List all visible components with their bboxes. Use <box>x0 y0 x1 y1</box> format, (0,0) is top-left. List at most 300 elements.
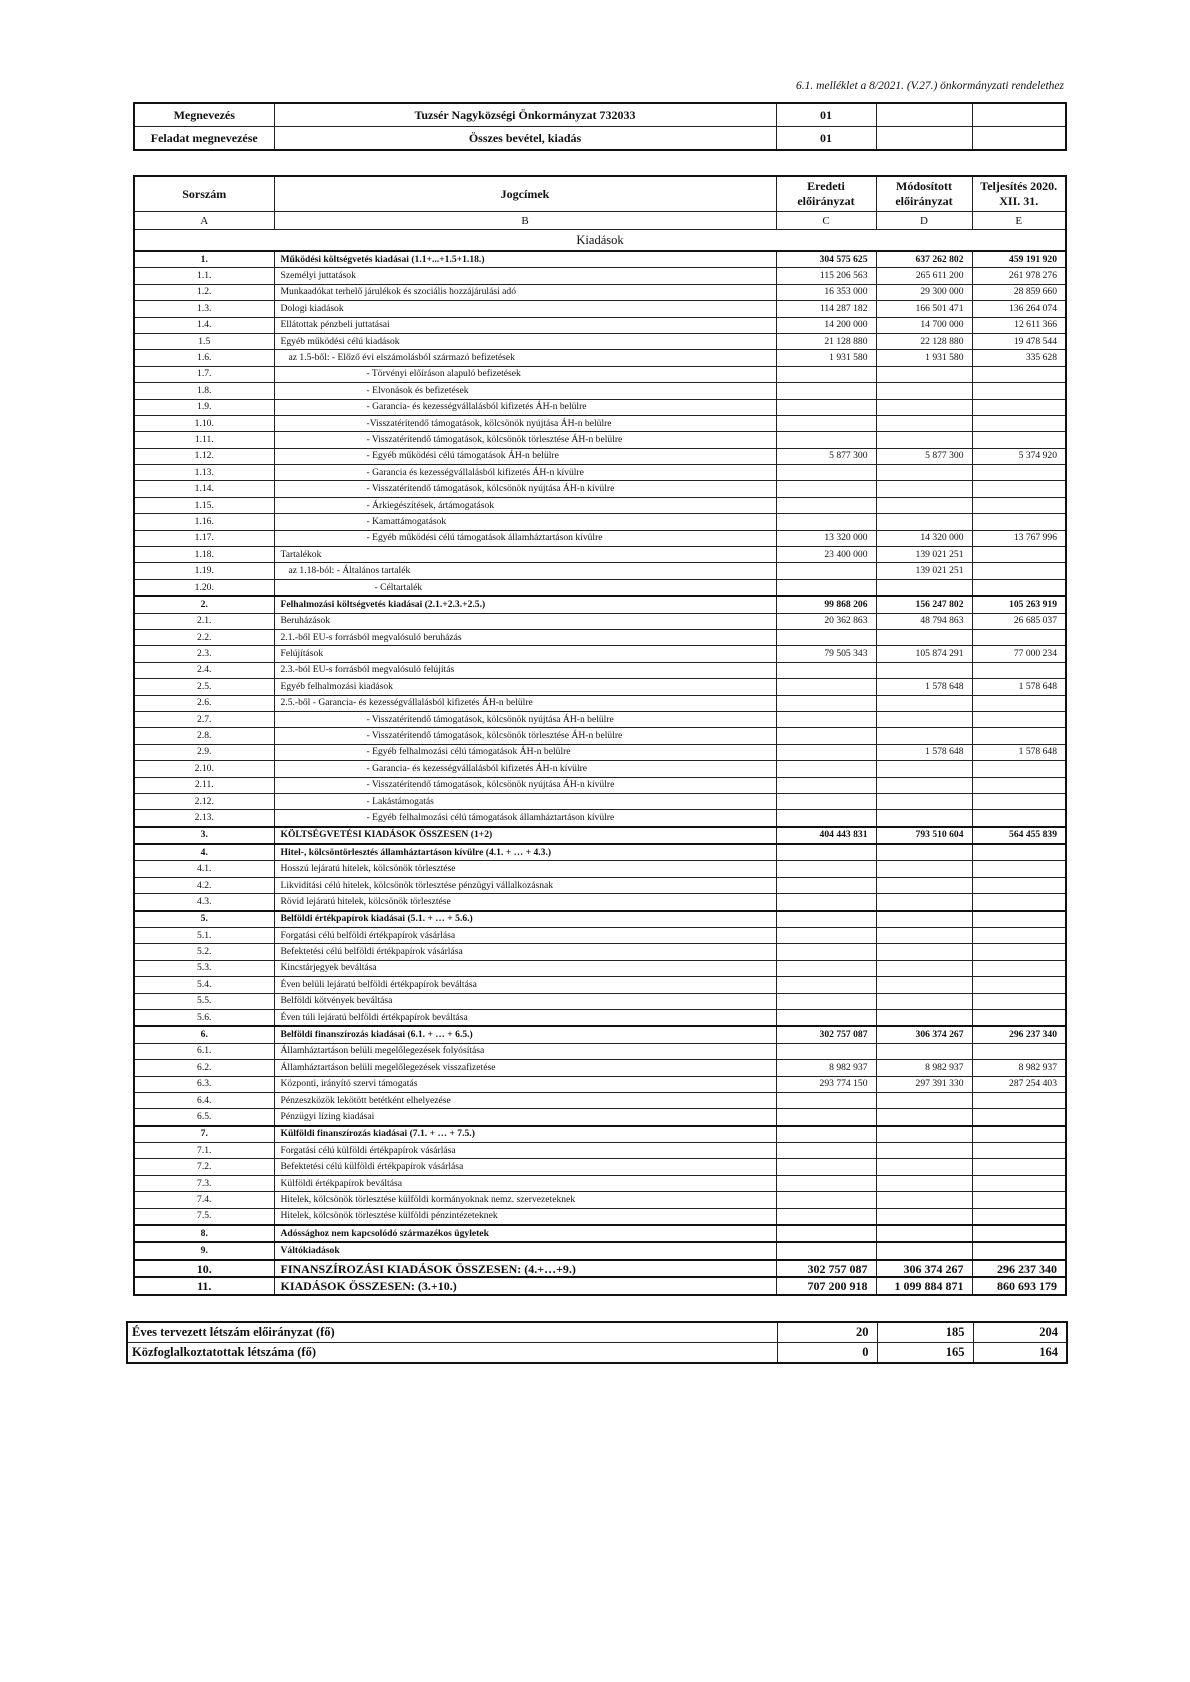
col-letter: A <box>134 212 274 230</box>
value-modified: 1 931 580 <box>876 350 972 366</box>
value-actual <box>972 1043 1066 1059</box>
value-actual <box>972 366 1066 382</box>
row-title: - Céltartalék <box>274 579 776 596</box>
row-title: Államháztartáson belüli megelőlegezések folyósítása <box>274 1043 776 1059</box>
value-modified <box>876 629 972 645</box>
row-number: 2. <box>134 596 274 613</box>
value-modified <box>876 894 972 911</box>
table-row <box>134 1092 1066 1108</box>
headcount-label: Éves tervezett létszám előirányzat (fő) <box>127 1322 777 1343</box>
value-modified <box>876 711 972 727</box>
value-modified <box>876 1143 972 1159</box>
row-number: 6.5. <box>134 1109 274 1126</box>
value-actual: 105 263 919 <box>972 596 1066 613</box>
row-number: 4.1. <box>134 861 274 877</box>
table-row <box>134 1192 1066 1208</box>
value-original: 8 982 937 <box>776 1060 876 1076</box>
value-actual <box>972 563 1066 579</box>
value-modified: 5 877 300 <box>876 448 972 464</box>
table-row <box>134 1009 1066 1026</box>
value-modified <box>876 810 972 827</box>
row-title: Tartalékok <box>274 547 776 563</box>
value-actual <box>972 1109 1066 1126</box>
value-actual <box>972 1126 1066 1143</box>
value-original <box>776 695 876 711</box>
value-original: 302 757 087 <box>776 1026 876 1043</box>
row-number: 1.16. <box>134 514 274 530</box>
value-original <box>776 960 876 976</box>
value-modified: 22 128 880 <box>876 333 972 349</box>
value-actual <box>972 1159 1066 1175</box>
value-original <box>776 977 876 993</box>
value-modified <box>876 366 972 382</box>
row-number: 2.10. <box>134 761 274 777</box>
table-row <box>134 251 1066 268</box>
table-row <box>134 861 1066 877</box>
value-modified <box>876 1043 972 1059</box>
value-original <box>776 465 876 481</box>
value-original <box>776 579 876 596</box>
value-original <box>776 497 876 513</box>
row-title: - Elvonások és befizetések <box>274 383 776 399</box>
table-row <box>134 1175 1066 1191</box>
row-number: 5.2. <box>134 944 274 960</box>
value-modified <box>876 497 972 513</box>
value-actual <box>972 928 1066 944</box>
row-number: 2.13. <box>134 810 274 827</box>
value-original <box>776 993 876 1009</box>
row-number: 5. <box>134 911 274 928</box>
value-original: 707 200 918 <box>776 1277 876 1294</box>
value-original: 304 575 625 <box>776 251 876 268</box>
value-actual: 5 374 920 <box>972 448 1066 464</box>
row-title: Felújítások <box>274 646 776 662</box>
row-number: 1.8. <box>134 383 274 399</box>
row-number: 6. <box>134 1026 274 1043</box>
table-row <box>134 613 1066 629</box>
value-actual <box>972 432 1066 448</box>
row-number: 4.3. <box>134 894 274 911</box>
value-original: 5 877 300 <box>776 448 876 464</box>
value-actual <box>972 662 1066 678</box>
value-actual <box>972 465 1066 481</box>
row-number: 8. <box>134 1225 274 1242</box>
value-original <box>776 793 876 809</box>
table-row <box>134 399 1066 415</box>
row-title: - Árkiegészítések, ártámogatások <box>274 497 776 513</box>
row-title: - Kamattámogatások <box>274 514 776 530</box>
value-actual <box>972 497 1066 513</box>
row-title: Ellátottak pénzbeli juttatásai <box>274 317 776 333</box>
row-number: 7.1. <box>134 1143 274 1159</box>
row-title: Személyi juttatások <box>274 268 776 284</box>
value-actual <box>972 877 1066 893</box>
value-modified <box>876 1242 972 1259</box>
row-number: 10. <box>134 1260 274 1277</box>
value-modified <box>876 1208 972 1225</box>
table-row <box>134 1109 1066 1126</box>
value-actual: 296 237 340 <box>972 1026 1066 1043</box>
row-number: 2.6. <box>134 695 274 711</box>
row-title: - Visszatérítendő támogatások, kölcsönök törlesztése ÁH-n belülre <box>274 728 776 744</box>
value-actual <box>972 993 1066 1009</box>
value-modified <box>876 1192 972 1208</box>
value-actual: 335 628 <box>972 350 1066 366</box>
table-row <box>134 1242 1066 1259</box>
value-actual: 860 693 179 <box>972 1277 1066 1294</box>
row-title: Hitel-, kölcsöntörlesztés államháztartáson kívülre (4.1. + … + 4.3.) <box>274 844 776 861</box>
row-title: KÖLTSÉGVETÉSI KIADÁSOK ÖSSZESEN (1+2) <box>274 827 776 844</box>
row-number: 2.2. <box>134 629 274 645</box>
value-original <box>776 944 876 960</box>
table-row <box>134 350 1066 366</box>
row-title: Rövid lejáratú hitelek, kölcsönök törlesztése <box>274 894 776 911</box>
row-title: - Garancia és kezességvállalásból kifizetés ÁH-n kívülre <box>274 465 776 481</box>
value-modified <box>876 861 972 877</box>
row-title: KIADÁSOK ÖSSZESEN: (3.+10.) <box>274 1277 776 1294</box>
row-title: 2.1.-ből EU-s forrásból megvalósuló beruházás <box>274 629 776 645</box>
table-row <box>134 662 1066 678</box>
row-number: 2.3. <box>134 646 274 662</box>
value-actual: 26 685 037 <box>972 613 1066 629</box>
value-original: 114 287 182 <box>776 301 876 317</box>
col-letter: D <box>876 212 972 230</box>
table-row <box>134 448 1066 464</box>
value-actual: 8 982 937 <box>972 1060 1066 1076</box>
table-row <box>134 1277 1066 1294</box>
value-actual <box>972 695 1066 711</box>
row-title: Belföldi kötvények beváltása <box>274 993 776 1009</box>
table-row <box>134 432 1066 448</box>
row-number: 1.18. <box>134 547 274 563</box>
value-modified: 139 021 251 <box>876 563 972 579</box>
row-number: 5.3. <box>134 960 274 976</box>
table-row <box>134 415 1066 431</box>
row-title: Likviditási célú hitelek, kölcsönök törlesztése pénzügyi vállalkozásnak <box>274 877 776 893</box>
headcount-original: 20 <box>777 1322 877 1343</box>
value-original <box>776 563 876 579</box>
value-modified: 105 874 291 <box>876 646 972 662</box>
value-actual <box>972 777 1066 793</box>
row-number: 2.12. <box>134 793 274 809</box>
row-number: 1.2. <box>134 284 274 300</box>
table-row <box>134 301 1066 317</box>
value-modified: 139 021 251 <box>876 547 972 563</box>
value-modified: 637 262 802 <box>876 251 972 268</box>
row-title: az 1.18-ból: - Általános tartalék <box>274 563 776 579</box>
table-row <box>134 944 1066 960</box>
value-modified: 156 247 802 <box>876 596 972 613</box>
table-row <box>134 596 1066 613</box>
row-title: Pénzeszközök lekötött betétként elhelyezése <box>274 1092 776 1108</box>
value-actual <box>972 383 1066 399</box>
value-actual: 459 191 920 <box>972 251 1066 268</box>
table-row <box>134 1159 1066 1175</box>
value-actual <box>972 728 1066 744</box>
value-actual <box>972 481 1066 497</box>
value-original <box>776 679 876 695</box>
table-row <box>134 284 1066 300</box>
headcount-modified: 185 <box>877 1322 973 1343</box>
header-row-name <box>134 103 1066 127</box>
row-title: Váltókiadások <box>274 1242 776 1259</box>
value-original: 302 757 087 <box>776 1260 876 1277</box>
value-actual <box>972 911 1066 928</box>
value-actual <box>972 1143 1066 1159</box>
headcount-actual: 204 <box>973 1322 1067 1343</box>
value-modified: 1 578 648 <box>876 744 972 760</box>
row-title: Belföldi finanszírozás kiadásai (6.1. + … + 6.5.) <box>274 1026 776 1043</box>
table-row <box>134 579 1066 596</box>
table-row <box>134 827 1066 844</box>
value-modified <box>876 1009 972 1026</box>
value-modified <box>876 777 972 793</box>
value-original <box>776 662 876 678</box>
row-title: az 1.5-ből: - Előző évi elszámolásból származó befizetések <box>274 350 776 366</box>
value-original <box>776 777 876 793</box>
value-modified <box>876 928 972 944</box>
row-number: 7.5. <box>134 1208 274 1225</box>
value-modified <box>876 465 972 481</box>
value-modified <box>876 977 972 993</box>
value-actual <box>972 547 1066 563</box>
row-number: 2.8. <box>134 728 274 744</box>
row-number: 6.1. <box>134 1043 274 1059</box>
section-row <box>134 230 1066 252</box>
value-modified <box>876 514 972 530</box>
value-modified <box>876 1175 972 1191</box>
table-row <box>134 1076 1066 1092</box>
headcount-actual: 164 <box>973 1343 1067 1364</box>
value-modified <box>876 1159 972 1175</box>
row-title: Belföldi értékpapírok kiadásai (5.1. + … + 5.6.) <box>274 911 776 928</box>
table-row <box>134 844 1066 861</box>
row-title: Dologi kiadások <box>274 301 776 317</box>
value-original: 293 774 150 <box>776 1076 876 1092</box>
table-row <box>134 761 1066 777</box>
value-actual <box>972 1009 1066 1026</box>
headcount-table <box>126 1321 1068 1364</box>
row-title: Egyéb működési célú kiadások <box>274 333 776 349</box>
value-modified <box>876 993 972 1009</box>
value-actual: 287 254 403 <box>972 1076 1066 1092</box>
value-original <box>776 481 876 497</box>
row-title: Felhalmozási költségvetés kiadásai (2.1.+2.3.+2.5.) <box>274 596 776 613</box>
value-original: 1 931 580 <box>776 350 876 366</box>
row-number: 6.4. <box>134 1092 274 1108</box>
row-title: Beruházások <box>274 613 776 629</box>
value-original <box>776 514 876 530</box>
value-actual: 564 455 839 <box>972 827 1066 844</box>
value-original <box>776 1159 876 1175</box>
value-modified <box>876 793 972 809</box>
value-modified <box>876 944 972 960</box>
table-row <box>134 646 1066 662</box>
column-header-row <box>134 176 1066 212</box>
row-title: Adóssághoz nem kapcsolódó származékos ügyletek <box>274 1225 776 1242</box>
value-original <box>776 744 876 760</box>
value-modified <box>876 844 972 861</box>
row-number: 4. <box>134 844 274 861</box>
row-number: 9. <box>134 1242 274 1259</box>
table-row <box>134 1225 1066 1242</box>
row-title: Külföldi finanszírozás kiadásai (7.1. + … + 7.5.) <box>274 1126 776 1143</box>
row-title: - Törvényi előíráson alapuló befizetések <box>274 366 776 382</box>
value-modified: 306 374 267 <box>876 1026 972 1043</box>
row-title: 2.5.-ből - Garancia- és kezességvállalásból kifizetés ÁH-n belülre <box>274 695 776 711</box>
value-actual: 1 578 648 <box>972 679 1066 695</box>
table-row <box>134 1026 1066 1043</box>
section-title: Kiadások <box>134 230 1066 252</box>
value-modified <box>876 728 972 744</box>
value-modified <box>876 877 972 893</box>
value-actual: 296 237 340 <box>972 1260 1066 1277</box>
table-row <box>134 1126 1066 1143</box>
row-number: 1.6. <box>134 350 274 366</box>
value-actual <box>972 399 1066 415</box>
table-row <box>134 777 1066 793</box>
value-modified <box>876 1126 972 1143</box>
value-modified <box>876 1109 972 1126</box>
value-actual: 13 767 996 <box>972 530 1066 546</box>
col-header-d: Módosított előirányzat <box>876 176 972 212</box>
row-number: 1.13. <box>134 465 274 481</box>
col-letter: B <box>274 212 776 230</box>
column-letter-row <box>134 212 1066 230</box>
row-title: - Garancia- és kezességvállalásból kifizetés ÁH-n kívülre <box>274 761 776 777</box>
table-row <box>134 481 1066 497</box>
value-modified: 166 501 471 <box>876 301 972 317</box>
value-actual <box>972 514 1066 530</box>
row-title: Éven túli lejáratú belföldi értékpapírok beváltása <box>274 1009 776 1026</box>
row-number: 5.1. <box>134 928 274 944</box>
value-modified: 793 510 604 <box>876 827 972 844</box>
row-title: FINANSZÍROZÁSI KIADÁSOK ÖSSZESEN: (4.+…+9.) <box>274 1260 776 1277</box>
value-original <box>776 1192 876 1208</box>
row-title: Államháztartáson belüli megelőlegezések visszafizetése <box>274 1060 776 1076</box>
row-number: 1.19. <box>134 563 274 579</box>
value-original <box>776 366 876 382</box>
row-title: Működési költségvetés kiadásai (1.1+...+1.5+1.18.) <box>274 251 776 268</box>
table-row <box>134 629 1066 645</box>
value-original <box>776 1225 876 1242</box>
value-actual <box>972 960 1066 976</box>
value-original <box>776 432 876 448</box>
value-original: 115 206 563 <box>776 268 876 284</box>
annex-note: 6.1. melléklet a 8/2021. (V.27.) önkormányzati rendelethez <box>796 80 1064 92</box>
value-original <box>776 711 876 727</box>
value-original <box>776 415 876 431</box>
value-original: 21 128 880 <box>776 333 876 349</box>
col-letter: C <box>776 212 876 230</box>
table-row <box>134 877 1066 893</box>
value-modified <box>876 960 972 976</box>
table-row <box>134 383 1066 399</box>
value-original <box>776 928 876 944</box>
row-title: Központi, irányító szervi támogatás <box>274 1076 776 1092</box>
value-original <box>776 844 876 861</box>
value-actual <box>972 894 1066 911</box>
table-row <box>134 563 1066 579</box>
row-number: 3. <box>134 827 274 844</box>
header-label-name: Megnevezés <box>134 103 274 127</box>
value-actual <box>972 1175 1066 1191</box>
row-title: Munkaadókat terhelő járulékok és szociális hozzájárulási adó <box>274 284 776 300</box>
table-row <box>134 268 1066 284</box>
row-number: 5.6. <box>134 1009 274 1026</box>
row-title: Forgatási célú külföldi értékpapírok vásárlása <box>274 1143 776 1159</box>
entity-name: Tuzsér Nagyközségi Önkormányzat 732033 <box>274 103 776 127</box>
row-number: 2.4. <box>134 662 274 678</box>
row-title: - Visszatérítendő támogatások, kölcsönök nyújtása ÁH-n belülre <box>274 711 776 727</box>
row-number: 2.11. <box>134 777 274 793</box>
row-title: - Visszatérítendő támogatások, kölcsönök nyújtása ÁH-n kívülre <box>274 777 776 793</box>
row-number: 11. <box>134 1277 274 1294</box>
value-original: 16 353 000 <box>776 284 876 300</box>
row-title: Hitelek, kölcsönök törlesztése külföldi pénzintézeteknek <box>274 1208 776 1225</box>
row-number: 4.2. <box>134 877 274 893</box>
table-row <box>134 366 1066 382</box>
row-title: - Visszatérítendő támogatások, kölcsönök törlesztése ÁH-n belülre <box>274 432 776 448</box>
row-number: 1.1. <box>134 268 274 284</box>
row-number: 2.5. <box>134 679 274 695</box>
value-modified <box>876 695 972 711</box>
value-original <box>776 861 876 877</box>
value-modified: 1 578 648 <box>876 679 972 695</box>
value-original: 20 362 863 <box>776 613 876 629</box>
row-number: 1.5 <box>134 333 274 349</box>
value-modified: 48 794 863 <box>876 613 972 629</box>
row-number: 6.2. <box>134 1060 274 1076</box>
table-row <box>134 894 1066 911</box>
value-modified <box>876 399 972 415</box>
header-table <box>133 102 1067 151</box>
value-actual <box>972 1242 1066 1259</box>
row-title: Külföldi értékpapírok beváltása <box>274 1175 776 1191</box>
row-number: 1.17. <box>134 530 274 546</box>
value-original: 99 868 206 <box>776 596 876 613</box>
row-number: 2.1. <box>134 613 274 629</box>
table-row <box>134 1060 1066 1076</box>
value-modified <box>876 911 972 928</box>
value-original: 404 443 831 <box>776 827 876 844</box>
value-modified <box>876 662 972 678</box>
value-original: 23 400 000 <box>776 547 876 563</box>
row-title: - Egyéb felhalmozási célú támogatások ÁH-n belülre <box>274 744 776 760</box>
value-modified: 14 700 000 <box>876 317 972 333</box>
row-title: Éven belüli lejáratú belföldi értékpapírok beváltása <box>274 977 776 993</box>
value-actual: 136 264 074 <box>972 301 1066 317</box>
table-row <box>134 810 1066 827</box>
table-row <box>134 695 1066 711</box>
value-actual <box>972 977 1066 993</box>
row-number: 6.3. <box>134 1076 274 1092</box>
value-modified <box>876 761 972 777</box>
value-modified <box>876 415 972 431</box>
value-actual: 12 611 366 <box>972 317 1066 333</box>
table-row <box>134 1043 1066 1059</box>
value-modified: 297 391 330 <box>876 1076 972 1092</box>
value-original: 13 320 000 <box>776 530 876 546</box>
value-actual <box>972 761 1066 777</box>
value-actual <box>972 579 1066 596</box>
value-modified <box>876 1092 972 1108</box>
value-original <box>776 1109 876 1126</box>
value-actual: 77 000 234 <box>972 646 1066 662</box>
row-number: 2.7. <box>134 711 274 727</box>
row-number: 1.15. <box>134 497 274 513</box>
value-actual <box>972 844 1066 861</box>
